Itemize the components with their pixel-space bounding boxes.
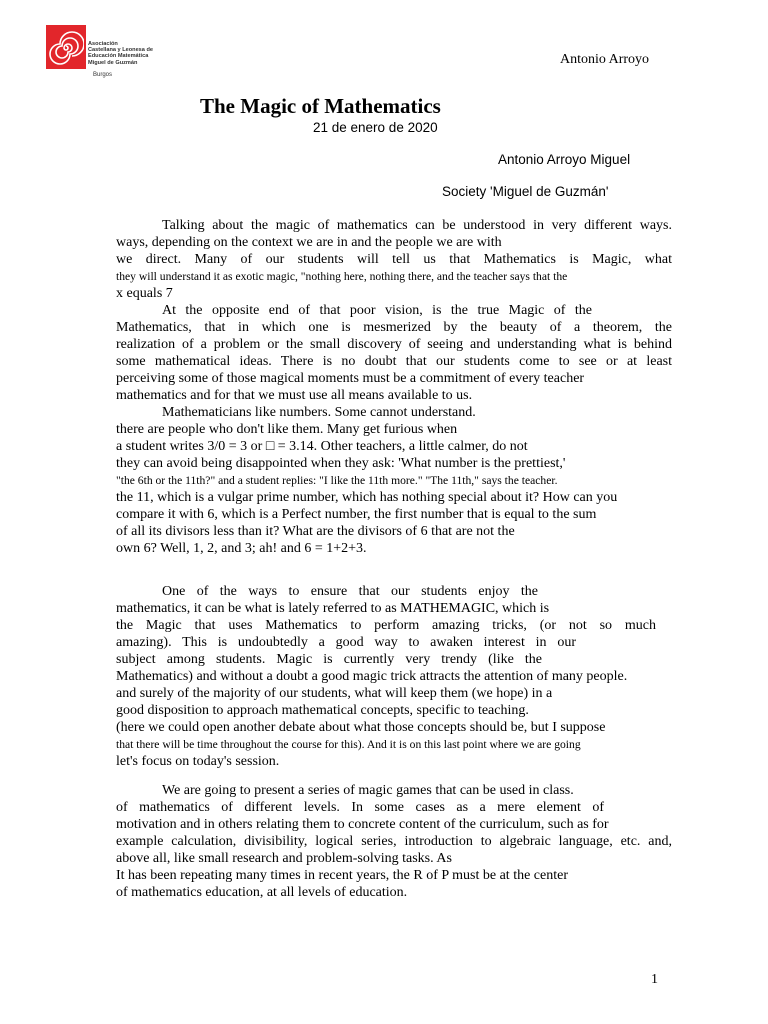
body-line: and surely of the majority of our students, what will keep them (we hope) in a [116, 686, 553, 701]
document-title: The Magic of Mathematics [200, 94, 441, 118]
body-line: "the 6th or the 11th?" and a student replies: "I like the 11th more." "The 11th," says the teacher. [116, 474, 558, 487]
body-line: some mathematical ideas. There is no doubt that our students come to see or at least [116, 354, 672, 369]
body-line: x equals 7 [116, 286, 173, 301]
body-line: amazing). This is undoubtedly a good way to awaken interest in our [116, 635, 576, 650]
body-line: realization of a problem or the small discovery of seeing and understanding what is behind [116, 337, 672, 352]
byline-society: Society 'Miguel de Guzmán' [442, 184, 609, 199]
body-line: We are going to present a series of magic games that can be used in class. [162, 783, 574, 798]
body-line: a student writes 3/0 = 3 or □ = 3.14. Other teachers, a little calmer, do not [116, 439, 528, 454]
byline-author: Antonio Arroyo Miguel [498, 152, 631, 167]
logo-city: Burgos [93, 72, 113, 78]
body-line: the Magic that uses Mathematics to perform amazing tricks, (or not so much [116, 618, 656, 633]
body-line: they will understand it as exotic magic, "nothing here, nothing there, and the teacher says that the [116, 270, 568, 283]
body-line: mathematics and for that we must use all means available to us. [116, 388, 473, 403]
association-logo [46, 25, 196, 85]
body-line: of mathematics education, at all levels of education. [116, 885, 408, 900]
body-line: motivation and in others relating them to concrete content of the curriculum, such as for [116, 817, 609, 832]
body-line: own 6? Well, 1, 2, and 3; ah! and 6 = 1+2+3. [116, 541, 367, 556]
body-line: they can avoid being disappointed when they ask: 'What number is the prettiest,' [116, 456, 566, 471]
body-line: perceiving some of those magical moments must be a commitment of every teacher [116, 371, 585, 386]
body-line: above all, like small research and problem-solving tasks. As [116, 851, 452, 866]
body-line: mathematics, it can be what is lately referred to as MATHEMAGIC, which is [116, 601, 550, 616]
logo-text: Asociación Castellana y Leonesa de Educación Matemática Miguel de Guzmán [88, 41, 153, 66]
header-author: Antonio Arroyo [560, 52, 650, 67]
body-line: of mathematics of different levels. In some cases as a mere element of [116, 800, 604, 815]
body-line: It has been repeating many times in recent years, the R of P must be at the center [116, 868, 568, 883]
body-line: of all its divisors less than it? What are the divisors of 6 that are not the [116, 524, 515, 539]
body-line: we direct. Many of our students will tell us that Mathematics is Magic, what [116, 252, 672, 267]
body-line: ways, depending on the context we are in and the people we are with [116, 235, 502, 250]
body-line: (here we could open another debate about what those concepts should be, but I suppose [116, 720, 606, 735]
body-line: example calculation, divisibility, logical series, introduction to algebraic language, etc. and, [116, 834, 672, 849]
spiral-logo-icon [46, 25, 86, 69]
document-date: 21 de enero de 2020 [313, 120, 438, 135]
body-line: good disposition to approach mathematical concepts, specific to teaching. [116, 703, 529, 718]
body-line: let's focus on today's session. [116, 754, 280, 769]
body-line: compare it with 6, which is a Perfect number, the first number that is equal to the sum [116, 507, 597, 522]
body-line: subject among students. Magic is currently very trendy (like the [116, 652, 542, 667]
body-line: One of the ways to ensure that our students enjoy the [162, 584, 538, 599]
body-line: that there will be time throughout the course for this). And it is on this last point where we are going [116, 738, 581, 751]
body-line: there are people who don't like them. Many get furious when [116, 422, 458, 437]
body-line: Mathematicians like numbers. Some cannot understand. [162, 405, 476, 420]
body-line: Mathematics, that in which one is mesmerized by the beauty of a theorem, the [116, 320, 672, 335]
page-number: 1 [651, 972, 658, 987]
body-line: At the opposite end of that poor vision, is the true Magic of the [162, 303, 592, 318]
body-line: Talking about the magic of mathematics can be understood in very different ways. [162, 218, 672, 233]
body-line: Mathematics) and without a doubt a good magic trick attracts the attention of many people. [116, 669, 628, 684]
body-line: the 11, which is a vulgar prime number, which has nothing special about it? How can you [116, 490, 618, 505]
